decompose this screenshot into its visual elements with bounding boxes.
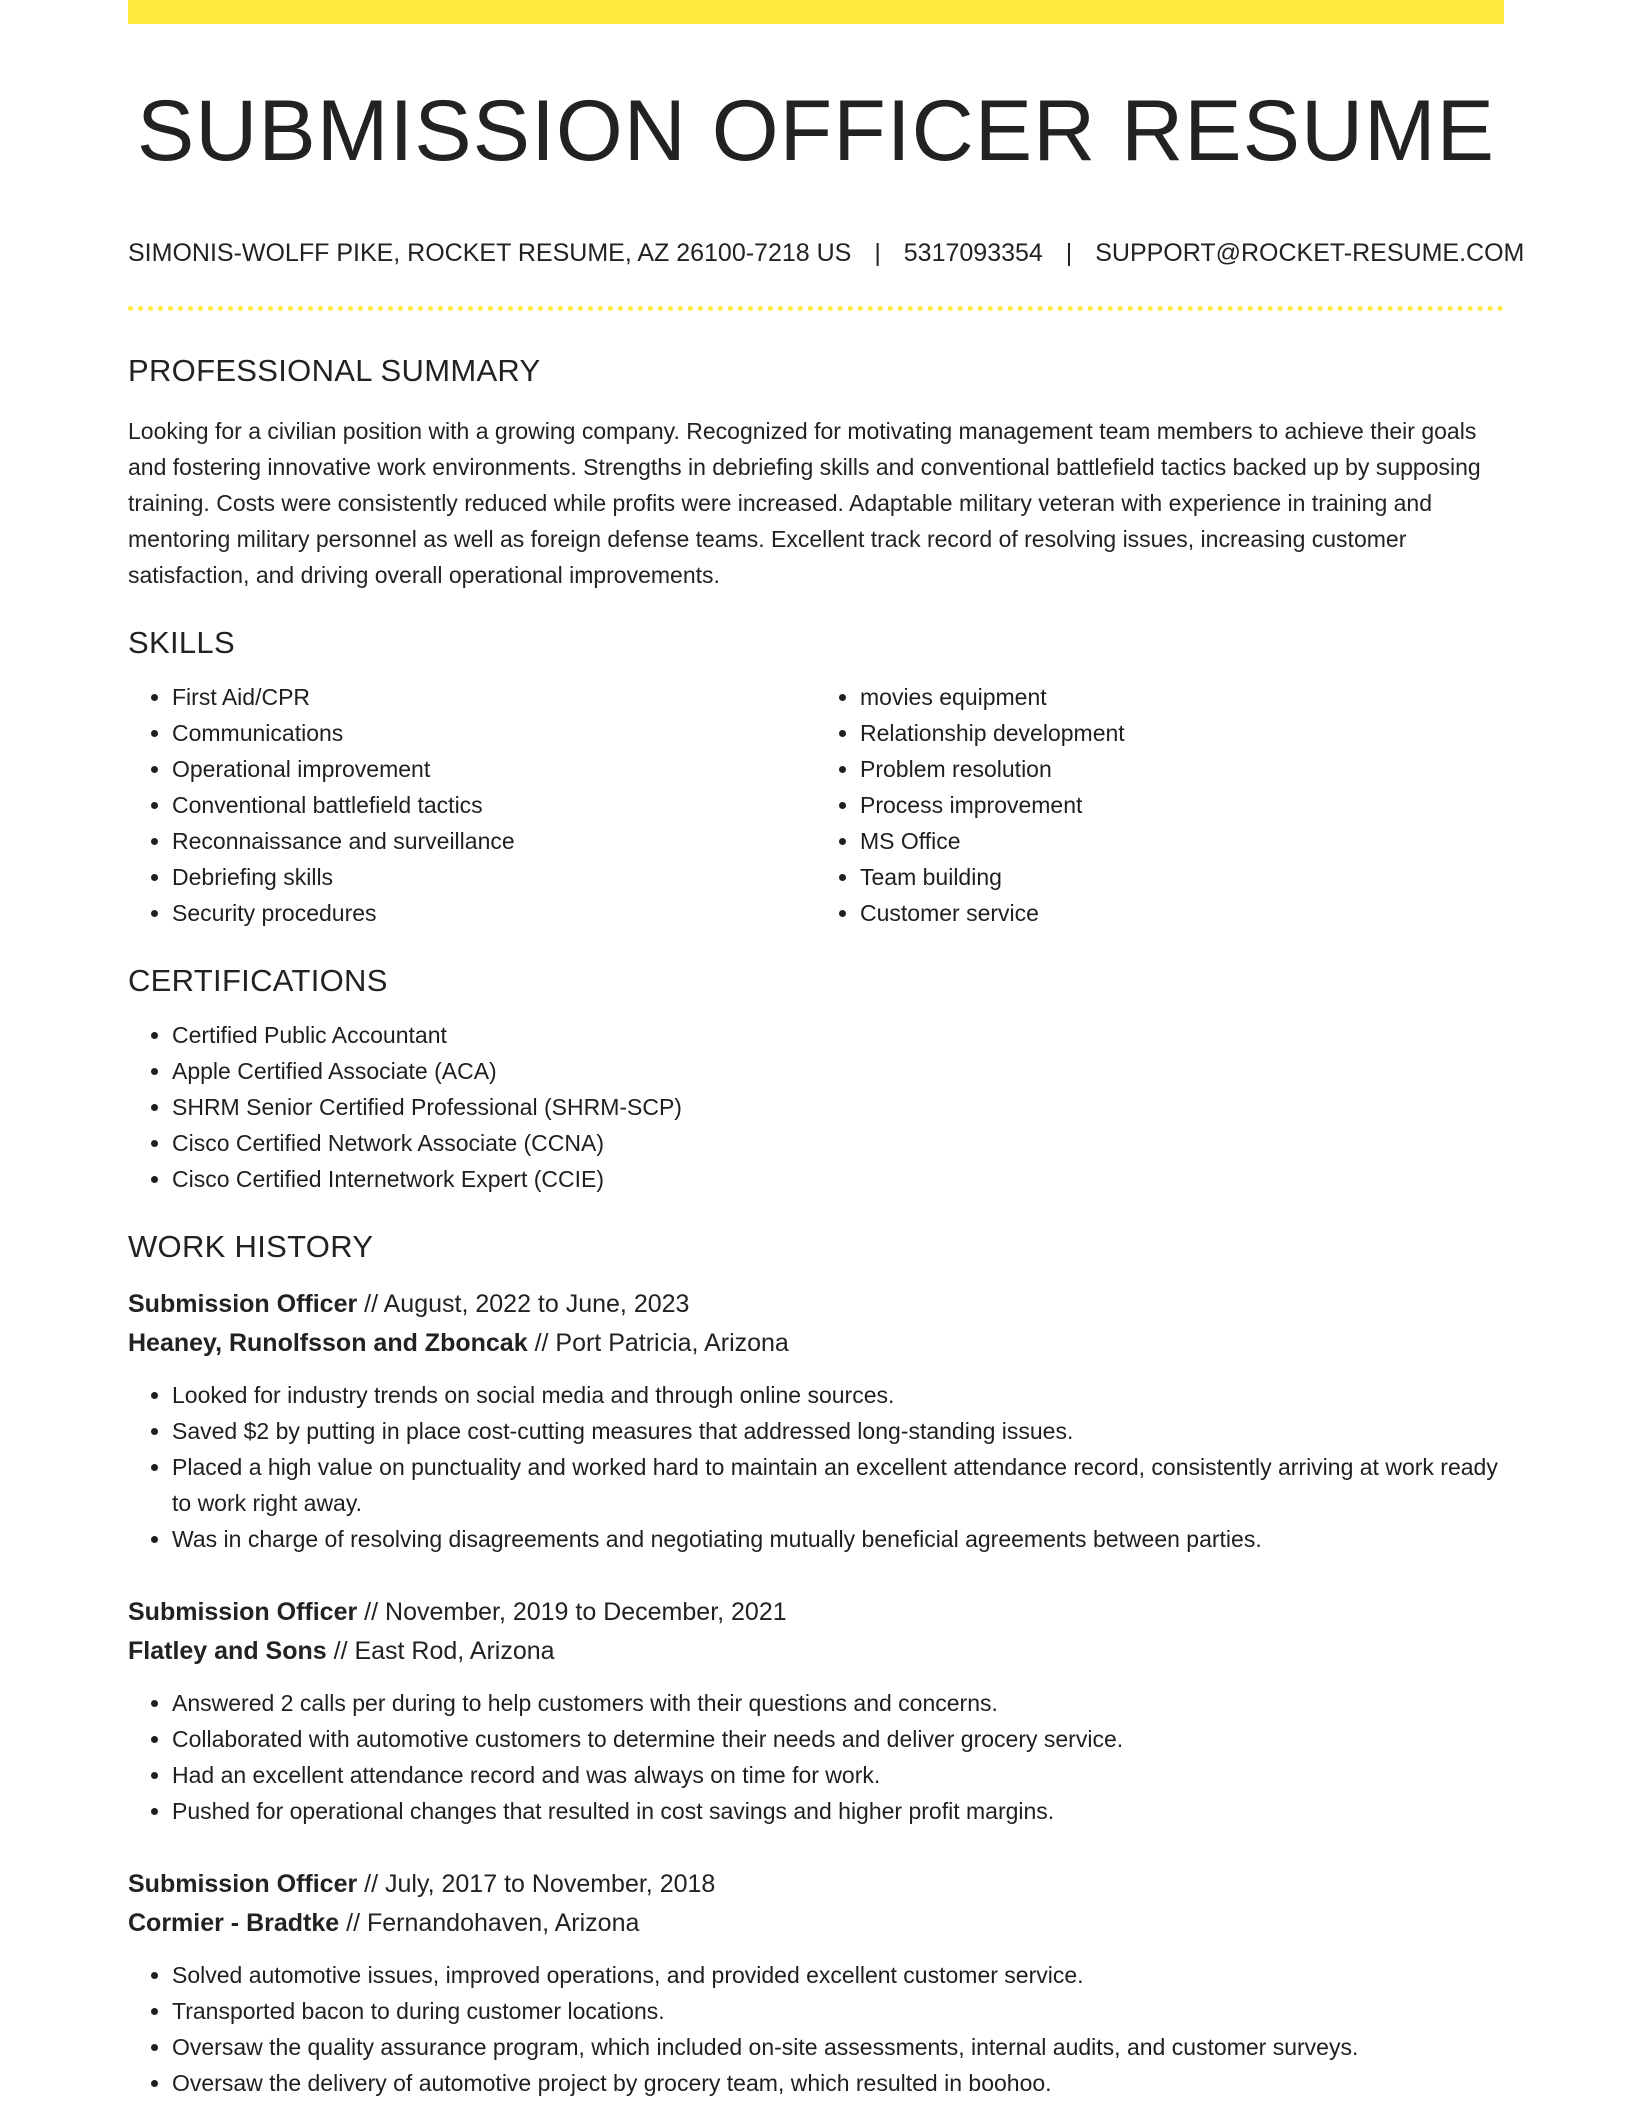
job-location: // Fernandohaven, Arizona	[346, 1908, 640, 1937]
job-company-line	[128, 1632, 1504, 1671]
contact-line	[128, 238, 1525, 268]
job-bullet: • Answered 2 calls per during to help customers with their questions and concerns.	[172, 1685, 1504, 1721]
job-bullet: • Was in charge of resolving disagreements and negotiating mutually beneficial agreements between parties.	[172, 1521, 1504, 1557]
skills-list-left	[128, 679, 816, 931]
job-company-line	[128, 1324, 1504, 1363]
summary-text: Looking for a civilian position with a growing company. Recognized for motivating management team members to achieve their goals and fostering innovative work environments. Strengths in debriefing skills and conventional battlefield tactics backed up by supposing training. Costs were consistently reduced while profits were increased. Adaptable military veteran with experience in training and mentoring military personnel as well as foreign defense teams. Excellent track record of resolving issues, increasing customer satisfaction, and driving overall operational improvements.	[128, 417, 1481, 588]
contact-phone: 5317093354	[903, 238, 1043, 267]
job-dates: // November, 2019 to December, 2021	[364, 1597, 787, 1626]
skill-item: • Communications	[172, 715, 816, 751]
job-bullet: • Oversaw the quality assurance program, which included on-site assessments, internal audits, and customer surveys.	[172, 2029, 1504, 2065]
job-bullets	[128, 1685, 1504, 1829]
job-bullet: • Had an excellent attendance record and was always on time for work.	[172, 1757, 1504, 1793]
skill-item: • Debriefing skills	[172, 859, 816, 895]
resume-title: SUBMISSION OFFICER RESUME	[136, 83, 1496, 179]
job-bullet: • Collaborated with automotive customers to determine their needs and deliver grocery service.	[172, 1721, 1504, 1757]
skill-item: • First Aid/CPR	[172, 679, 816, 715]
certification-item: • Cisco Certified Network Associate (CCNA)	[172, 1125, 1504, 1161]
skill-item: • Process improvement	[860, 787, 1504, 823]
contact-email: SUPPORT@ROCKET-RESUME.COM	[1095, 238, 1525, 267]
job-company-line	[128, 1904, 1504, 1943]
contact-address: SIMONIS-WOLFF PIKE, ROCKET RESUME, AZ 26100-7218 US	[128, 238, 852, 267]
job-bullet: • Looked for industry trends on social media and through online sources.	[172, 1377, 1504, 1413]
contact-separator: |	[1065, 238, 1073, 267]
skill-item: • Conventional battlefield tactics	[172, 787, 816, 823]
job-company: Cormier - Bradtke	[128, 1908, 340, 1937]
certifications-list	[128, 1017, 1504, 1197]
skill-item: • Reconnaissance and surveillance	[172, 823, 816, 859]
skill-item: • movies equipment	[860, 679, 1504, 715]
job-company: Heaney, Runolfsson and Zboncak	[128, 1328, 528, 1357]
job-title-line	[128, 1285, 1504, 1324]
skills-grid	[128, 679, 1504, 931]
job-entry	[128, 1865, 1504, 2101]
skill-item: • Operational improvement	[172, 751, 816, 787]
skills-heading: SKILLS	[128, 624, 235, 660]
dotted-divider	[128, 306, 1504, 311]
job-title: Submission Officer	[128, 1869, 358, 1898]
certification-item: • Apple Certified Associate (ACA)	[172, 1053, 1504, 1089]
job-title: Submission Officer	[128, 1289, 358, 1318]
job-bullet: • Solved automotive issues, improved operations, and provided excellent customer service.	[172, 1957, 1504, 1993]
skill-item: • Security procedures	[172, 895, 816, 931]
job-dates: // August, 2022 to June, 2023	[364, 1289, 690, 1318]
job-bullet: • Pushed for operational changes that resulted in cost savings and higher profit margins.	[172, 1793, 1504, 1829]
resume-page	[128, 0, 1525, 2101]
top-accent-bar	[128, 0, 1504, 24]
job-company: Flatley and Sons	[128, 1636, 327, 1665]
job-location: // East Rod, Arizona	[333, 1636, 555, 1665]
skill-item: • Problem resolution	[860, 751, 1504, 787]
job-entry	[128, 1285, 1504, 1557]
job-dates: // July, 2017 to November, 2018	[364, 1869, 716, 1898]
job-bullet: • Placed a high value on punctuality and worked hard to maintain an excellent attendance record, consistently arriving at work ready to work right away.	[172, 1449, 1504, 1521]
job-title-line	[128, 1865, 1504, 1904]
work-history-heading: WORK HISTORY	[128, 1228, 374, 1264]
job-bullet: • Transported bacon to during customer locations.	[172, 1993, 1504, 2029]
certification-item: • Cisco Certified Internetwork Expert (CCIE)	[172, 1161, 1504, 1197]
job-bullets	[128, 1957, 1504, 2101]
job-bullets	[128, 1377, 1504, 1557]
certification-item: • SHRM Senior Certified Professional (SHRM-SCP)	[172, 1089, 1504, 1125]
summary-heading: PROFESSIONAL SUMMARY	[128, 352, 541, 388]
certifications-heading: CERTIFICATIONS	[128, 962, 388, 998]
job-entry	[128, 1593, 1504, 1829]
job-bullet: • Oversaw the delivery of automotive project by grocery team, which resulted in boohoo.	[172, 2065, 1504, 2101]
skills-list-right	[816, 679, 1504, 931]
skill-item: • Relationship development	[860, 715, 1504, 751]
certification-item: • Certified Public Accountant	[172, 1017, 1504, 1053]
job-location: // Port Patricia, Arizona	[534, 1328, 789, 1357]
job-bullet: • Saved $2 by putting in place cost-cutting measures that addressed long-standing issues.	[172, 1413, 1504, 1449]
job-title: Submission Officer	[128, 1597, 358, 1626]
skill-item: • Team building	[860, 859, 1504, 895]
skill-item: • Customer service	[860, 895, 1504, 931]
contact-separator: |	[874, 238, 881, 267]
job-title-line	[128, 1593, 1504, 1632]
skill-item: • MS Office	[860, 823, 1504, 859]
